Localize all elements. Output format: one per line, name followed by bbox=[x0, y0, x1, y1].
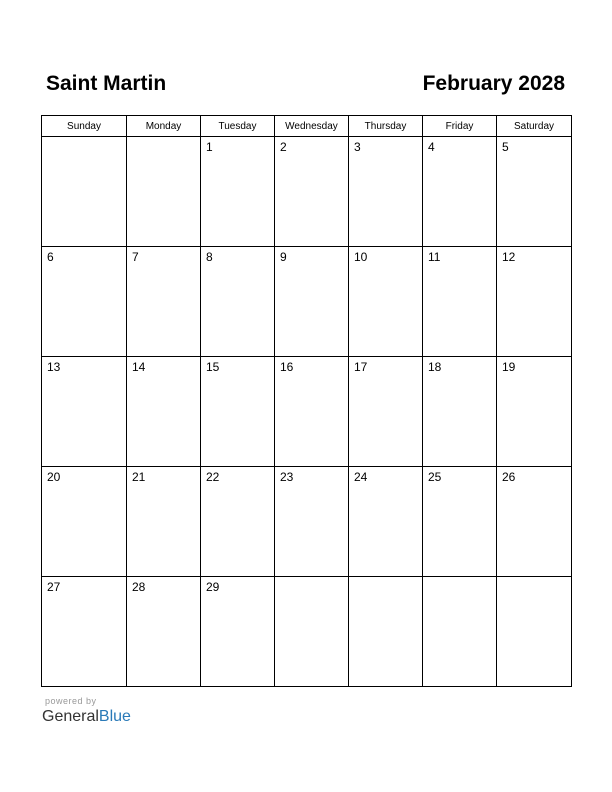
day-number bbox=[42, 137, 126, 140]
day-cell bbox=[275, 357, 349, 467]
day-cell bbox=[275, 467, 349, 577]
day-number: 4 bbox=[428, 140, 435, 154]
day-cell bbox=[349, 467, 423, 577]
day-number: 2 bbox=[280, 140, 287, 154]
day-cell bbox=[423, 247, 497, 357]
day-cell bbox=[497, 467, 572, 577]
day-cell bbox=[201, 247, 275, 357]
weekday-header-monday: Monday bbox=[127, 116, 201, 137]
day-cell bbox=[349, 577, 423, 687]
week-row-4 bbox=[42, 467, 572, 577]
brand-general-text: General bbox=[42, 708, 99, 725]
brand-logo[interactable] bbox=[42, 707, 131, 727]
day-cell bbox=[42, 577, 127, 687]
day-cell bbox=[275, 137, 349, 247]
day-cell bbox=[201, 357, 275, 467]
day-cell bbox=[423, 577, 497, 687]
day-number: 15 bbox=[206, 360, 220, 374]
day-number: 5 bbox=[502, 140, 509, 154]
day-cell bbox=[275, 247, 349, 357]
day-cell bbox=[42, 357, 127, 467]
day-number: 7 bbox=[132, 250, 139, 264]
day-number: 28 bbox=[132, 580, 146, 594]
day-cell bbox=[201, 577, 275, 687]
day-cell bbox=[497, 577, 572, 687]
day-cell bbox=[497, 137, 572, 247]
day-cell bbox=[42, 137, 127, 247]
week-row-5 bbox=[42, 577, 572, 687]
day-number bbox=[275, 577, 348, 580]
weekday-header-tuesday: Tuesday bbox=[201, 116, 275, 137]
day-cell bbox=[127, 467, 201, 577]
day-cell bbox=[423, 467, 497, 577]
weekday-header-thursday: Thursday bbox=[349, 116, 423, 137]
day-number: 26 bbox=[502, 470, 516, 484]
day-number: 25 bbox=[428, 470, 442, 484]
day-number: 23 bbox=[280, 470, 294, 484]
day-number: 20 bbox=[47, 470, 61, 484]
day-number: 10 bbox=[354, 250, 368, 264]
weekday-header-friday: Friday bbox=[423, 116, 497, 137]
day-cell bbox=[423, 137, 497, 247]
day-cell bbox=[127, 137, 201, 247]
day-cell bbox=[127, 357, 201, 467]
day-cell bbox=[275, 577, 349, 687]
month-year-title: February 2028 bbox=[422, 72, 565, 95]
weekday-header-wednesday: Wednesday bbox=[275, 116, 349, 137]
day-cell bbox=[42, 467, 127, 577]
day-number: 9 bbox=[280, 250, 287, 264]
day-number: 8 bbox=[206, 250, 213, 264]
day-number bbox=[127, 137, 200, 140]
day-number: 29 bbox=[206, 580, 220, 594]
weekday-header-sunday: Sunday bbox=[42, 116, 127, 137]
day-cell bbox=[127, 577, 201, 687]
day-number bbox=[423, 577, 496, 580]
brand-blue-text: Blue bbox=[98, 708, 131, 725]
day-cell bbox=[201, 137, 275, 247]
day-number: 21 bbox=[132, 470, 146, 484]
region-title: Saint Martin bbox=[46, 72, 167, 95]
day-number: 17 bbox=[354, 360, 368, 374]
day-number: 6 bbox=[47, 250, 54, 264]
day-number: 11 bbox=[428, 250, 441, 264]
footer-branding bbox=[42, 696, 131, 727]
day-number bbox=[497, 577, 571, 580]
day-cell bbox=[497, 247, 572, 357]
day-number: 3 bbox=[354, 140, 361, 154]
calendar-grid bbox=[41, 115, 572, 687]
day-number: 27 bbox=[47, 580, 61, 594]
day-cell bbox=[201, 467, 275, 577]
day-cell bbox=[42, 247, 127, 357]
day-cell bbox=[349, 357, 423, 467]
powered-by-text: powered by bbox=[45, 696, 97, 706]
day-number: 22 bbox=[206, 470, 220, 484]
day-number: 14 bbox=[132, 360, 146, 374]
week-row-3 bbox=[42, 357, 572, 467]
week-row-1 bbox=[42, 137, 572, 247]
day-cell bbox=[423, 357, 497, 467]
day-number: 1 bbox=[206, 140, 213, 154]
day-cell bbox=[127, 247, 201, 357]
day-cell bbox=[349, 137, 423, 247]
day-cell bbox=[349, 247, 423, 357]
day-cell bbox=[497, 357, 572, 467]
day-number: 19 bbox=[502, 360, 516, 374]
day-number: 16 bbox=[280, 360, 294, 374]
day-number: 18 bbox=[428, 360, 442, 374]
week-row-2 bbox=[42, 247, 572, 357]
day-number: 13 bbox=[47, 360, 61, 374]
weekday-header-saturday: Saturday bbox=[497, 116, 572, 137]
weekday-header-row bbox=[42, 116, 572, 137]
day-number: 24 bbox=[354, 470, 368, 484]
day-number: 12 bbox=[502, 250, 516, 264]
day-number bbox=[349, 577, 422, 580]
